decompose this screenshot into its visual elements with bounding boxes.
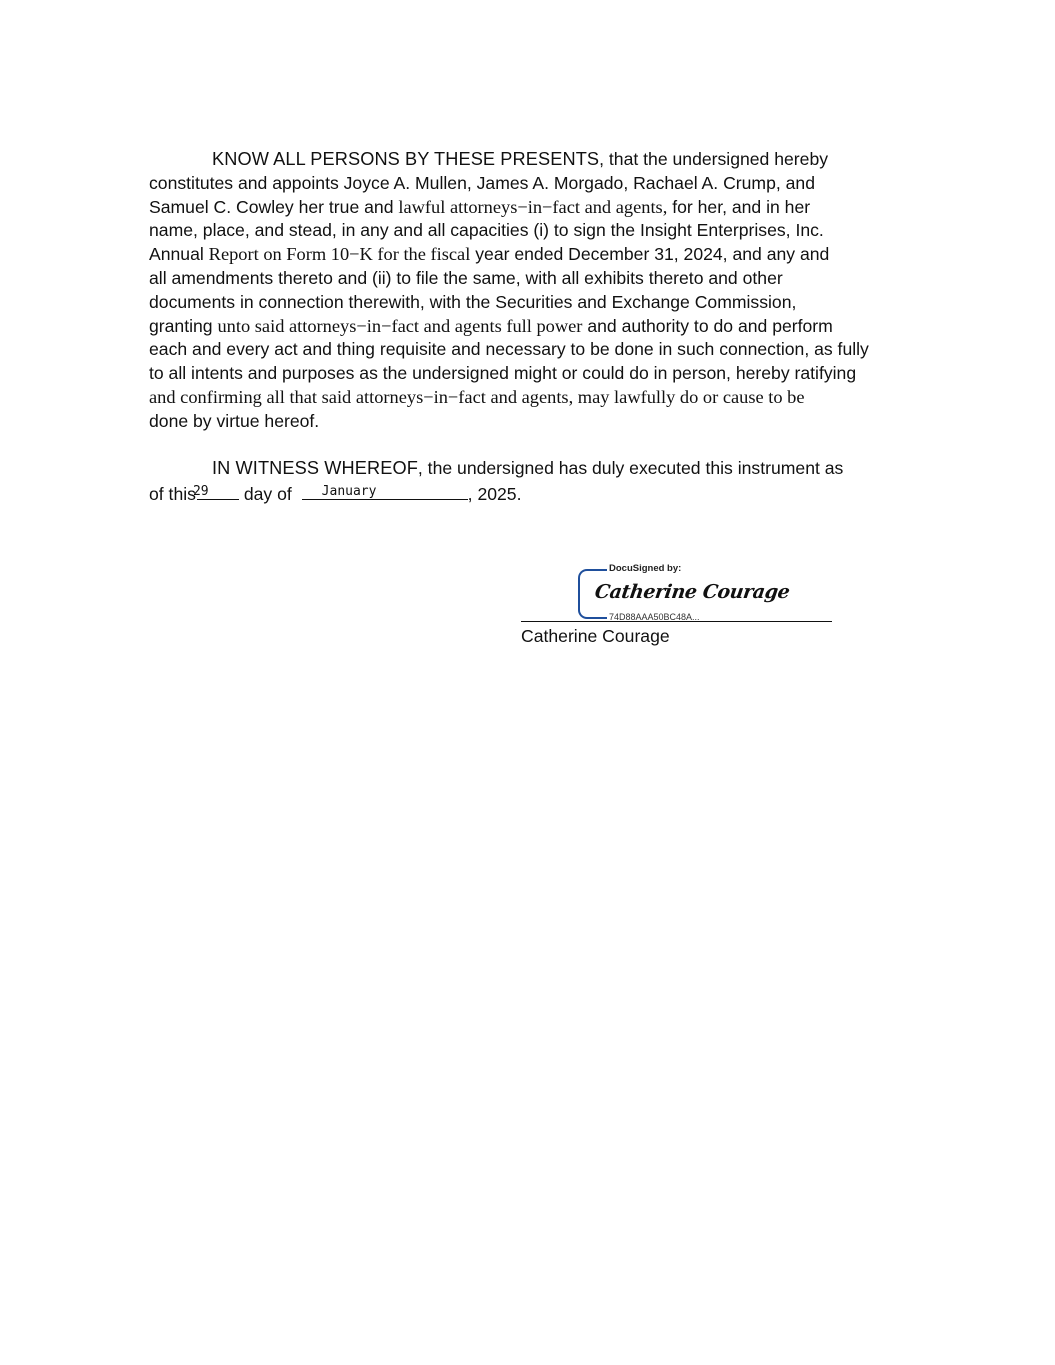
paragraph-line <box>149 196 909 220</box>
line-text: of this <box>149 483 196 504</box>
month-value: January <box>321 483 377 499</box>
line-text: Annual <box>149 244 209 265</box>
paragraph-line: all amendments thereto and (ii) to file the same, with all exhibits thereto and other <box>149 267 783 288</box>
paragraph-line: and confirming all that said attorneys−in−fact and agents, may lawfully do or cause to be <box>149 386 805 407</box>
paragraph-line <box>149 457 909 481</box>
paragraph-line <box>149 243 909 267</box>
paragraph-line: each and every act and thing requisite and necessary to be done in such connection, as fully <box>149 339 869 360</box>
heading-caps: IN WITNESS WHEREOF <box>212 458 418 478</box>
day-field[interactable] <box>192 481 239 500</box>
line-text: for her, and in her <box>667 196 811 217</box>
line-text: , 2025. <box>467 483 522 504</box>
paragraph-line: documents in connection therewith, with the Securities and Exchange Commission, <box>149 291 797 312</box>
paragraph-line: to all intents and purposes as the undersigned might or could do in person, hereby ratifying <box>149 363 857 384</box>
signer-name: Catherine Courage <box>521 626 670 646</box>
docusign-stamp <box>578 563 791 620</box>
handwritten-signature: Catherine Courage <box>593 581 791 603</box>
paragraph-line: constitutes and appoints Joyce A. Mullen, James A. Morgado, Rachael A. Crump, and <box>149 172 815 193</box>
paragraph-line: done by virtue hereof. <box>149 410 320 431</box>
witness-paragraph <box>149 457 909 507</box>
day-value: 29 <box>192 483 209 499</box>
power-of-attorney-paragraph <box>149 148 909 434</box>
docusign-envelope-id: 74D88AAA50BC48A... <box>609 612 700 620</box>
line-text: , that the undersigned hereby <box>599 149 829 169</box>
line-text: and authority to do and perform <box>582 315 833 336</box>
line-text-serif: unto said attorneys−in−fact and agents full power <box>217 315 583 336</box>
line-text: day of <box>238 483 297 504</box>
paragraph-line: name, place, and stead, in any and all capacities (i) to sign the Insight Enterprises, Inc. <box>149 220 824 241</box>
month-field[interactable] <box>302 481 468 500</box>
line-text: year ended December 31, 2024, and any and <box>470 244 830 265</box>
signature-line <box>521 621 832 622</box>
paragraph-line <box>149 315 909 339</box>
paragraph-line <box>149 148 909 172</box>
heading-caps: KNOW ALL PERSONS BY THESE PRESENTS <box>212 149 600 169</box>
docusign-label: DocuSigned by: <box>609 563 682 574</box>
line-text: , the undersigned has duly executed this instrument as <box>417 458 844 478</box>
date-line <box>149 481 909 507</box>
line-text: Samuel C. Cowley her true and <box>149 196 399 217</box>
line-text: granting <box>149 315 218 336</box>
line-text-serif: Report on Form 10−K for the fiscal <box>208 244 471 265</box>
line-text-serif: lawful attorneys−in−fact and agents, <box>398 196 668 217</box>
